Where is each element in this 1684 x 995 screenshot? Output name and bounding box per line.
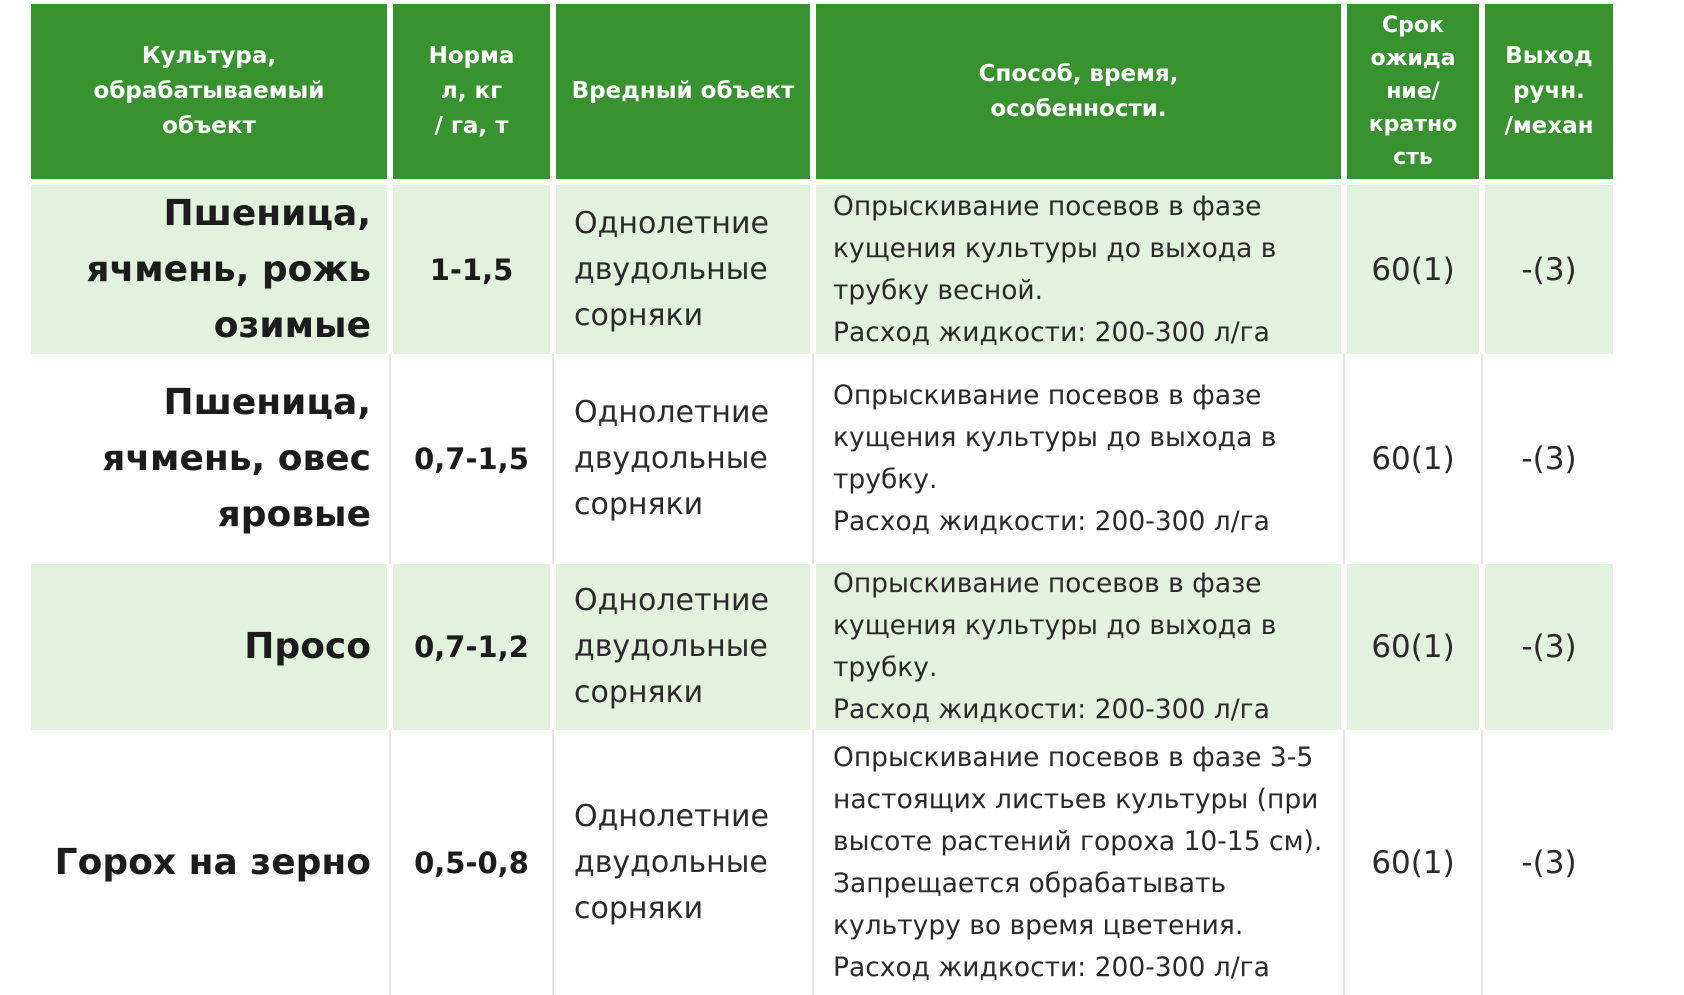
table-row-2-pest: Однолетние двудольные сорняки <box>556 354 810 564</box>
column-divider <box>389 354 391 564</box>
column-divider <box>552 354 554 564</box>
table-row-3-pest: Однолетние двудольные сорняки <box>556 564 810 730</box>
column-divider <box>812 354 814 564</box>
table-row-1-out: -(3) <box>1485 185 1613 354</box>
column-divider <box>1481 730 1483 995</box>
table-row-3-wait: 60(1) <box>1347 564 1479 730</box>
table-row-4-crop: Горох на зерно <box>31 730 387 995</box>
table-row-2-rate: 0,7-1,5 <box>393 354 550 564</box>
table-row-4-pest: Однолетние двудольные сорняки <box>556 730 810 995</box>
column-divider <box>389 730 391 995</box>
table-row-3-out: -(3) <box>1485 564 1613 730</box>
header-out: Выход ручн. /механ <box>1485 4 1613 185</box>
table-row-4-method: Опрыскивание посевов в фазе 3-5 настоящих листьев культуры (при высоте растений гороха 10-15 см). Запрещается обрабатывать культуру во время цветения. Расход жидкости: 200-300 л/га <box>816 730 1341 995</box>
table-row-4-rate: 0,5-0,8 <box>393 730 550 995</box>
table-row-4-out: -(3) <box>1485 730 1613 995</box>
table-row-1-pest: Однолетние двудольные сорняки <box>556 185 810 354</box>
table-body <box>31 4 1613 995</box>
header-rate: Норма л, кг / га, т <box>393 4 550 185</box>
column-divider <box>1481 354 1483 564</box>
header-wait: Срок ожида ние/ кратно сть <box>1347 4 1479 185</box>
column-divider <box>812 730 814 995</box>
table-row-2-wait: 60(1) <box>1347 354 1479 564</box>
table-row-1-crop: Пшеница, ячмень, рожь озимые <box>31 185 387 354</box>
table-row-1-rate: 1-1,5 <box>393 185 550 354</box>
table-row-3-method: Опрыскивание посевов в фазе кущения культуры до выхода в трубку. Расход жидкости: 200-300 л/га <box>816 564 1341 730</box>
table-row-1-wait: 60(1) <box>1347 185 1479 354</box>
table-row-4-wait: 60(1) <box>1347 730 1479 995</box>
table-row-2-out: -(3) <box>1485 354 1613 564</box>
table-row-3-crop: Просо <box>31 564 387 730</box>
table-row-3-rate: 0,7-1,2 <box>393 564 550 730</box>
header-pest: Вредный объект <box>556 4 810 185</box>
header-crop: Культура, обрабатываемый объект <box>31 4 387 185</box>
table-row-2-method: Опрыскивание посевов в фазе кущения культуры до выхода в трубку. Расход жидкости: 200-300 л/га <box>816 354 1341 564</box>
column-divider <box>1343 730 1345 995</box>
column-divider <box>1343 354 1345 564</box>
table-row-1-method: Опрыскивание посевов в фазе кущения культуры до выхода в трубку весной. Расход жидкости: 200-300 л/га <box>816 185 1341 354</box>
header-method: Способ, время, особенности. <box>816 4 1341 185</box>
table-row-2-crop: Пшеница, ячмень, овес яровые <box>31 354 387 564</box>
column-divider <box>552 730 554 995</box>
